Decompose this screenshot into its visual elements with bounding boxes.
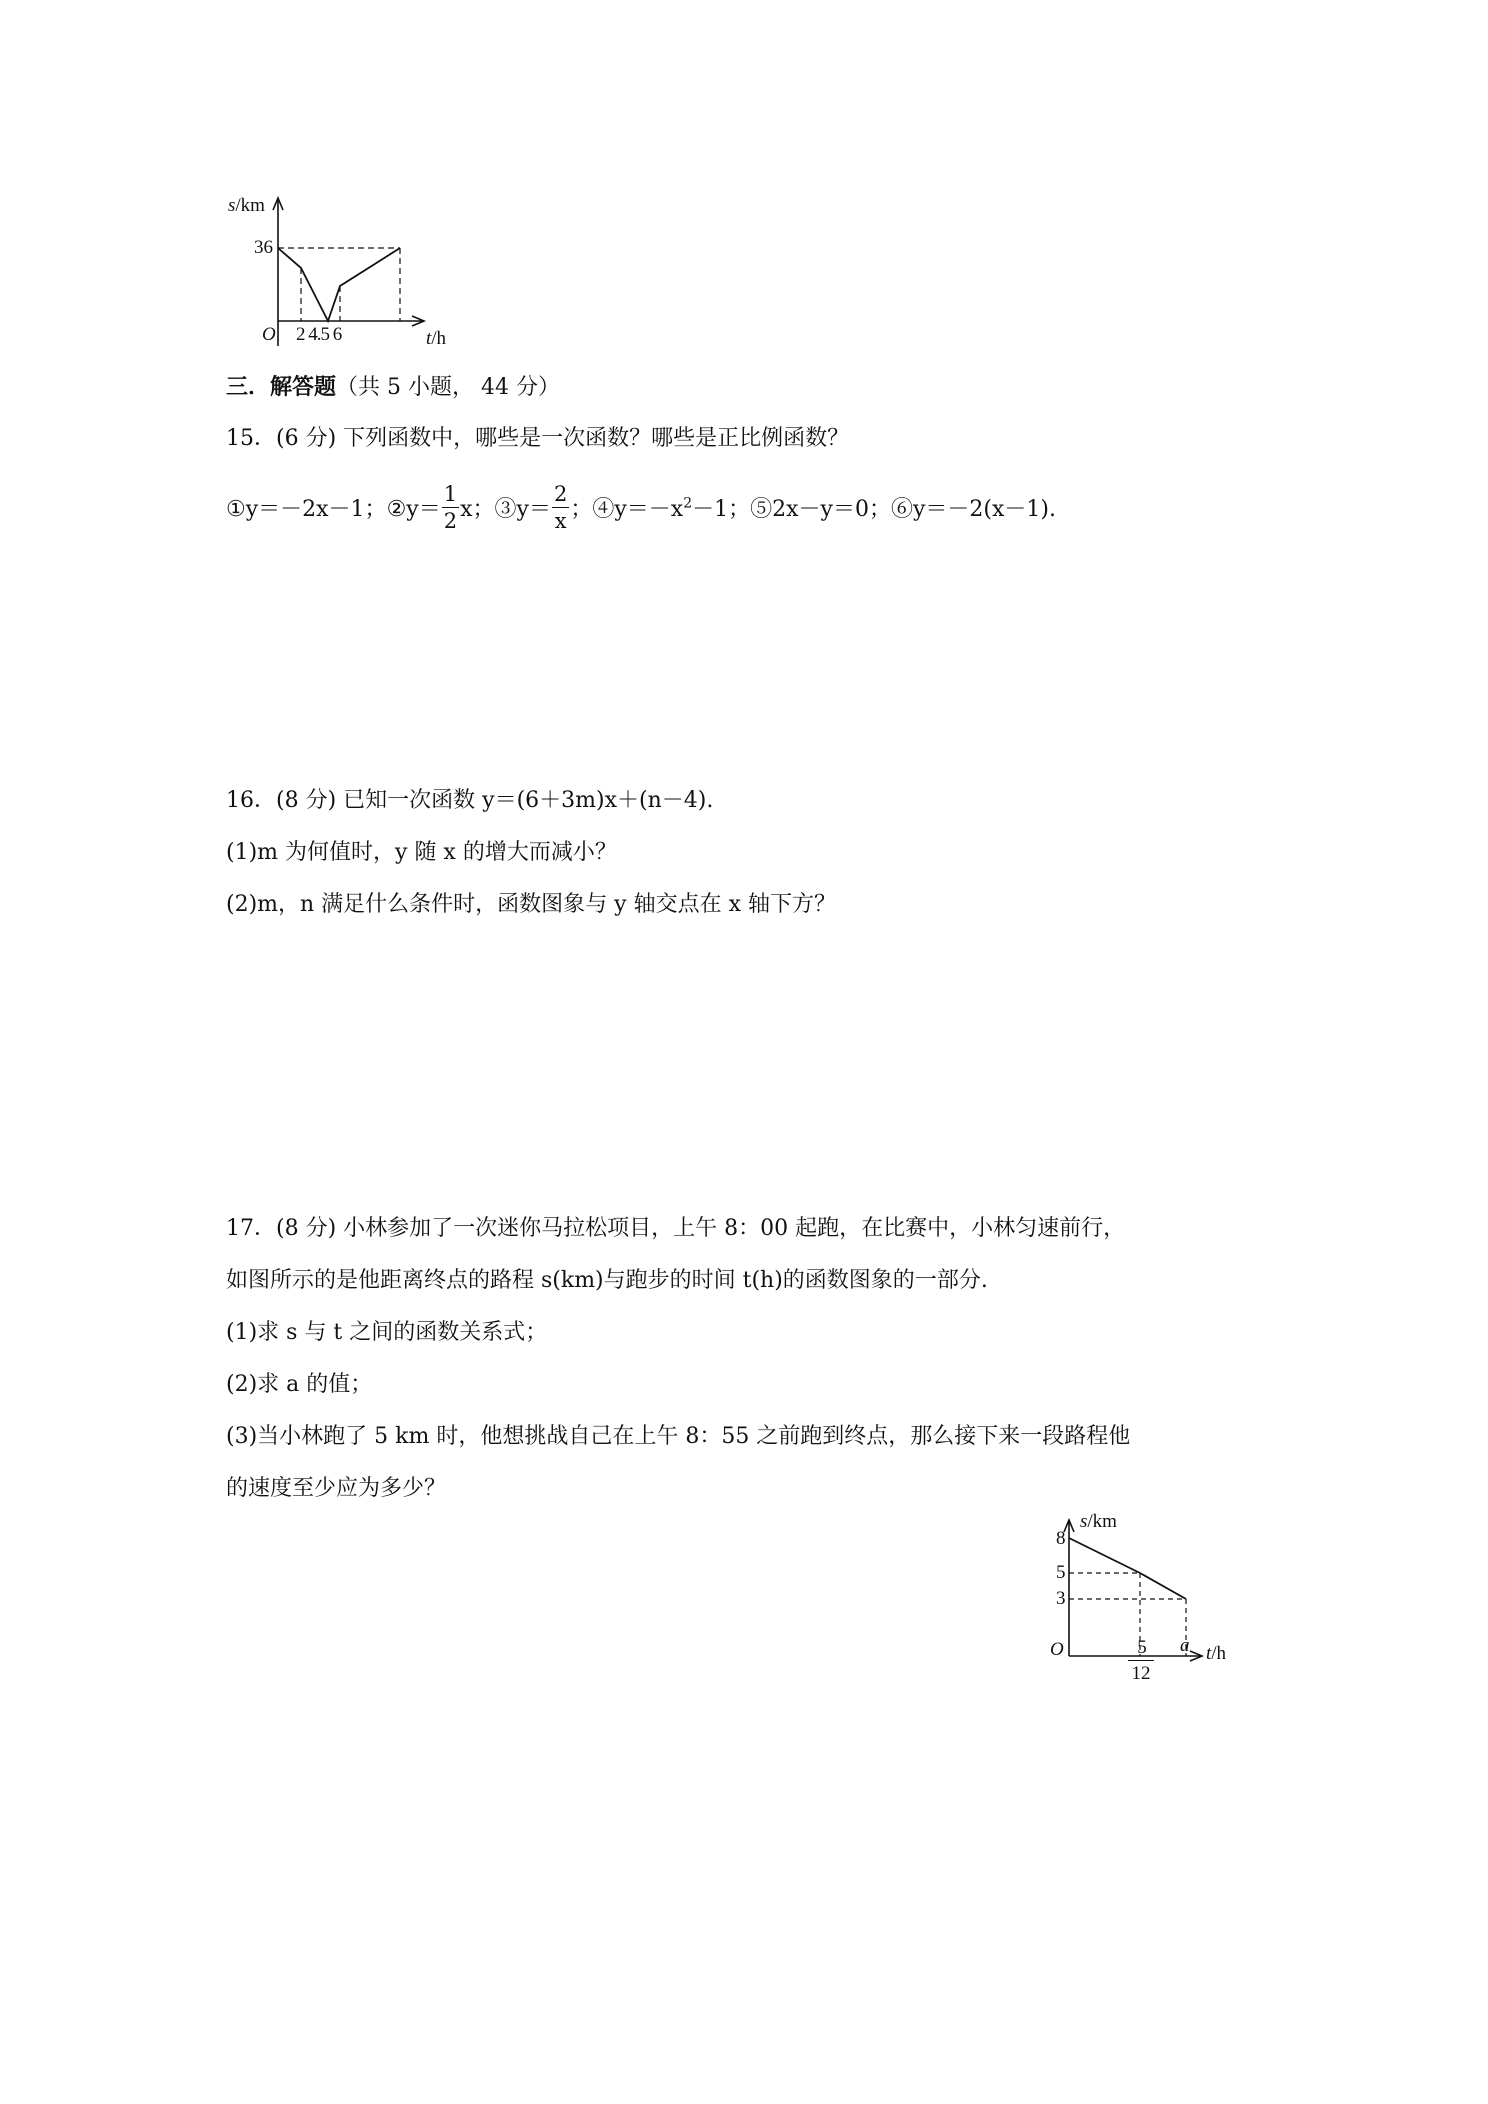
top-graph-y-tick-36: 36	[254, 237, 273, 258]
top-graph-x-label: t/h	[426, 328, 447, 349]
bottom-graph-y-tick-3: 3	[1056, 1588, 1066, 1609]
q15-f1: ①y＝－2x－1；	[226, 497, 387, 522]
bottom-graph-x-tick-den: 12	[1131, 1663, 1151, 1684]
bottom-graph-y-tick-5: 5	[1056, 1562, 1066, 1583]
q15-f6: ⑥y＝－2(x－1).	[890, 497, 1056, 522]
q16-part1: (1)m 为何值时，y 随 x 的增大而减小？	[226, 840, 617, 865]
q15-functions	[226, 482, 1056, 534]
section-title	[226, 372, 560, 403]
q15-f3: ③y＝ $\frac{2}{x}$ ；	[494, 482, 593, 533]
q17-line2: 如图所示的是他距离终点的路程 s(km)与跑步的时间 t(h)的函数图象的一部分.	[226, 1268, 988, 1293]
top-graph-origin: O	[262, 324, 276, 345]
q16-stem: 16．(8 分) 已知一次函数 y＝(6＋3m)x＋(n－4).	[226, 788, 714, 813]
bottom-graph-x-label: t/h	[1206, 1643, 1227, 1664]
q17-line1: 17．(8 分) 小林参加了一次迷你马拉松项目，上午 8：00 起跑，在比赛中，小林匀速前行，	[226, 1216, 1126, 1241]
q15-f3-fraction: $\frac{2}{x}$	[553, 482, 568, 533]
bottom-graph-curve	[1069, 1538, 1186, 1599]
bottom-graph-x-tick-num: 5	[1137, 1637, 1147, 1658]
top-graph-y-label: s/km	[228, 195, 265, 216]
bottom-graph-y-label: s/km	[1080, 1511, 1117, 1532]
section-title-heading: 三．解答题	[226, 374, 337, 400]
q17-part3a: (3)当小林跑了 5 km 时，他想挑战自己在上午 8：55 之前跑到终点，那么接下来一段路程他	[226, 1424, 1131, 1449]
bottom-graph-x-tick-bar	[1128, 1660, 1154, 1661]
q15-stem: 15．(6 分) 下列函数中，哪些是一次函数？哪些是正比例函数？	[226, 426, 850, 451]
bottom-graph-origin: O	[1050, 1639, 1064, 1660]
q17-part3b: 的速度至少应为多少？	[226, 1476, 447, 1501]
q15-f4: $④y=-x^2-1$；	[592, 495, 751, 522]
q15-f2-fraction: $\frac{1}{2}$	[443, 482, 458, 533]
q17-part2: (2)求 a 的值；	[226, 1372, 373, 1397]
q15-f2: ②y＝ $\frac{1}{2}$ x；	[386, 482, 495, 533]
top-graph-curve	[278, 248, 400, 321]
top-graph-x-ticks: 2 4.5 6	[296, 324, 342, 345]
bottom-graph-y-tick-8: 8	[1056, 1528, 1066, 1549]
q17-part1: (1)求 s 与 t 之间的函数关系式；	[226, 1320, 548, 1345]
q16-part2: (2)m，n 满足什么条件时，函数图象与 y 轴交点在 x 轴下方？	[226, 892, 836, 917]
top-graph-lines	[0, 0, 1488, 400]
section-title-note: （共 5 小题， 44 分）	[336, 375, 560, 400]
bottom-graph-lines	[0, 1500, 1488, 1720]
q15-f5: ⑤2x－y＝0；	[750, 497, 891, 522]
bottom-graph-x-tick-a: a	[1180, 1635, 1190, 1656]
